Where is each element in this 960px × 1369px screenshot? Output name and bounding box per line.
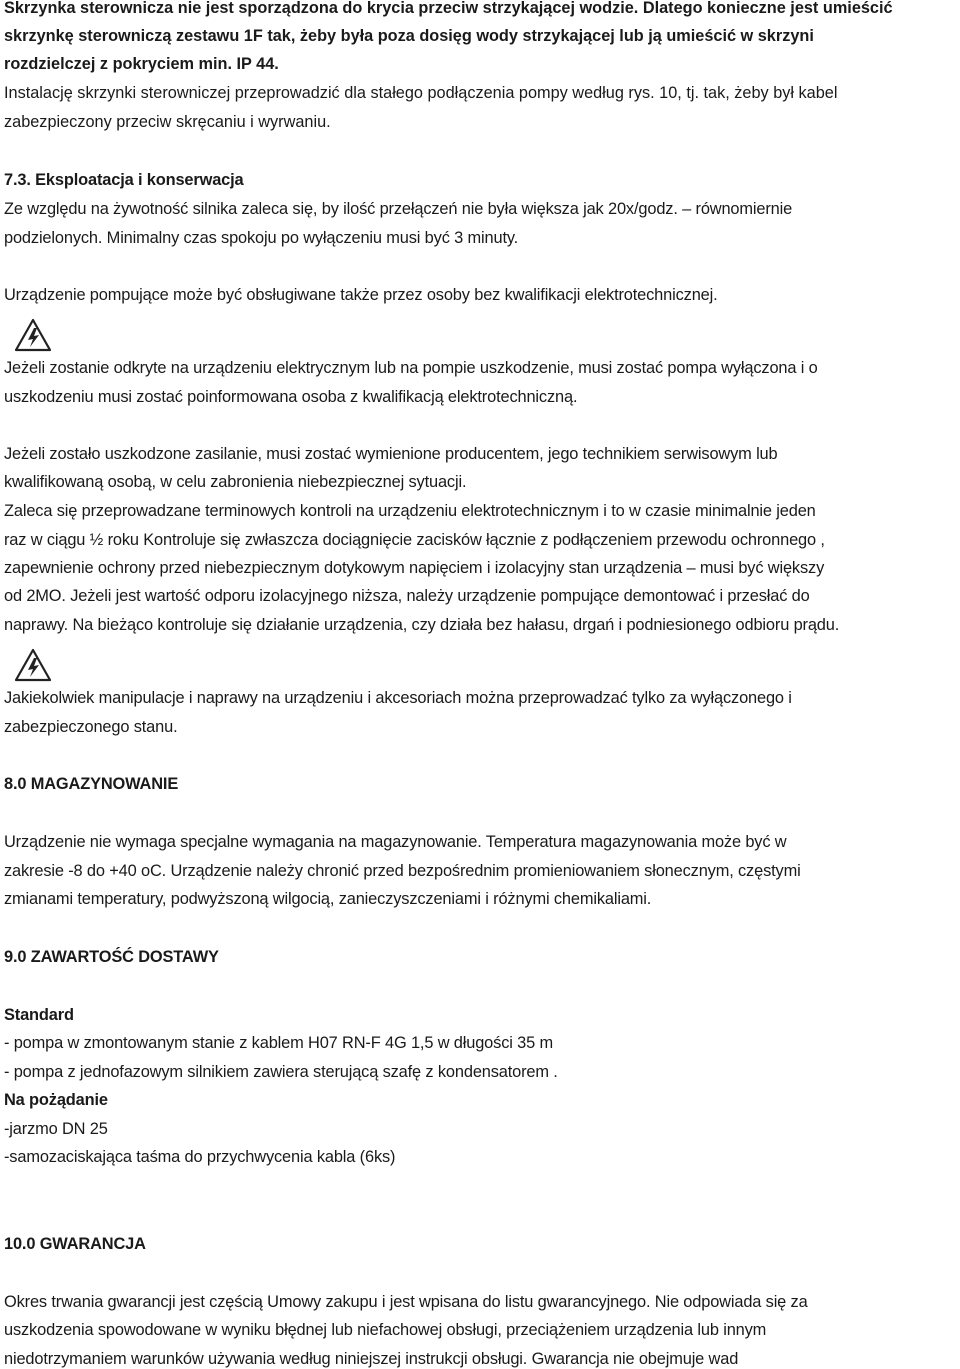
high-voltage-warning-icon xyxy=(14,648,52,682)
list-item: - pompa w zmontowanym stanie z kablem H07 RN-F 4G 1,5 w długości 35 m xyxy=(4,1034,553,1052)
body-line: podzielonych. Minimalny czas spokoju po wyłączeniu musi być 3 minuty. xyxy=(4,229,519,247)
list-item: -jarzmo DN 25 xyxy=(4,1120,108,1138)
body-line: raz w ciągu ½ roku Kontroluje się zwłaszcza dociągnięcie zacisków łącznie z podłączeniem przewodu ochronnego , xyxy=(4,531,825,549)
body-line: od 2MO. Jeżeli jest wartość odporu izolacyjnego niższa, należy urządzenie pompujące demontować i przesłać do xyxy=(4,587,810,605)
body-line: rozdzielczej z pokryciem min. IP 44. xyxy=(4,55,279,73)
body-line: Ze względu na żywotność silnika zaleca się, by ilość przełączeń nie była większa jak 20x/godz. – równomiernie xyxy=(4,200,793,218)
body-line: uszkodzeniu musi zostać poinformowana osoba z kwalifikacją elektrotechniczną. xyxy=(4,388,578,406)
body-line: skrzynkę sterowniczą zestawu 1F tak, żeby była poza dosięg wody strzykającej lub ją umieścić w skrzyni xyxy=(4,27,814,45)
body-line: Jakiekolwiek manipulacje i naprawy na urządzeniu i akcesoriach można przeprowadzać tylko za wyłączonego i xyxy=(4,689,792,707)
subheading-standard: Standard xyxy=(4,1006,74,1024)
body-line: Urządzenie nie wymaga specjalne wymagania na magazynowanie. Temperatura magazynowania może być w xyxy=(4,833,787,851)
body-line: uszkodzenia spowodowane w wyniku błędnej lub niefachowej obsługi, przeciążeniem urządzenia lub innym xyxy=(4,1321,767,1339)
subheading-on-request: Na pożądanie xyxy=(4,1091,108,1109)
list-item: - pompa z jednofazowym silnikiem zawiera sterującą szafę z kondensatorem . xyxy=(4,1063,558,1081)
section-heading-7-3: 7.3. Eksploatacja i konserwacja xyxy=(4,171,244,189)
body-line: Jeżeli zostało uszkodzone zasilanie, musi zostać wymienione producentem, jego technikiem serwisowym lub xyxy=(4,445,778,463)
body-line: Jeżeli zostanie odkryte na urządzeniu elektrycznym lub na pompie uszkodzenie, musi zostać pompa wyłączona i o xyxy=(4,359,818,377)
section-heading-9-0: 9.0 ZAWARTOŚĆ DOSTAWY xyxy=(4,948,219,966)
body-line: naprawy. Na bieżąco kontroluje się działanie urządzenia, czy działa bez hałasu, drgań i podniesionego odbioru prądu. xyxy=(4,616,840,634)
body-line: zabezpieczony przeciw skręcaniu i wyrwaniu. xyxy=(4,113,331,131)
body-line: Okres trwania gwarancji jest częścią Umowy zakupu i jest wpisana do listu gwarancyjnego. Nie odpowiada się za xyxy=(4,1293,808,1311)
body-line: Skrzynka sterownicza nie jest sporządzona do krycia przeciw strzykającej wodzie. Dlatego konieczne jest umieścić xyxy=(4,0,893,17)
body-line: zakresie -8 do +40 oC. Urządzenie należy chronić przed bezpośrednim promieniowaniem słonecznym, częstymi xyxy=(4,862,801,880)
body-line: kwalifikowaną osobą, w celu zabronienia niebezpiecznej sytuacji. xyxy=(4,473,467,491)
body-line: zmianami temperatury, podwyższoną wilgocią, zanieczyszczeniami i różnymi chemikaliami. xyxy=(4,890,652,908)
body-line: niedotrzymaniem warunków używania według niniejszej instrukcji obsługi. Gwarancja nie obejmuje wad xyxy=(4,1350,739,1368)
body-line: zabezpieczonego stanu. xyxy=(4,718,178,736)
body-line: Instalację skrzynki sterowniczej przeprowadzić dla stałego podłączenia pompy według rys. 10, tj. tak, żeby był kabel xyxy=(4,84,838,102)
body-line: Zaleca się przeprowadzane terminowych kontroli na urządzeniu elektrotechnicznym i to w czasie minimalnie jeden xyxy=(4,502,816,520)
body-line: zapewnienie ochrony przed niebezpiecznym dotykowym napięciem i izolacyjny stan urządzenia – musi być większy xyxy=(4,559,825,577)
section-heading-10-0: 10.0 GWARANCJA xyxy=(4,1235,146,1253)
body-line: Urządzenie pompujące może być obsługiwane także przez osoby bez kwalifikacji elektrotechnicznej. xyxy=(4,286,718,304)
list-item: -samozaciskająca taśma do przychwycenia kabla (6ks) xyxy=(4,1148,396,1166)
section-heading-8-0: 8.0 MAGAZYNOWANIE xyxy=(4,775,179,793)
high-voltage-warning-icon xyxy=(14,318,52,352)
